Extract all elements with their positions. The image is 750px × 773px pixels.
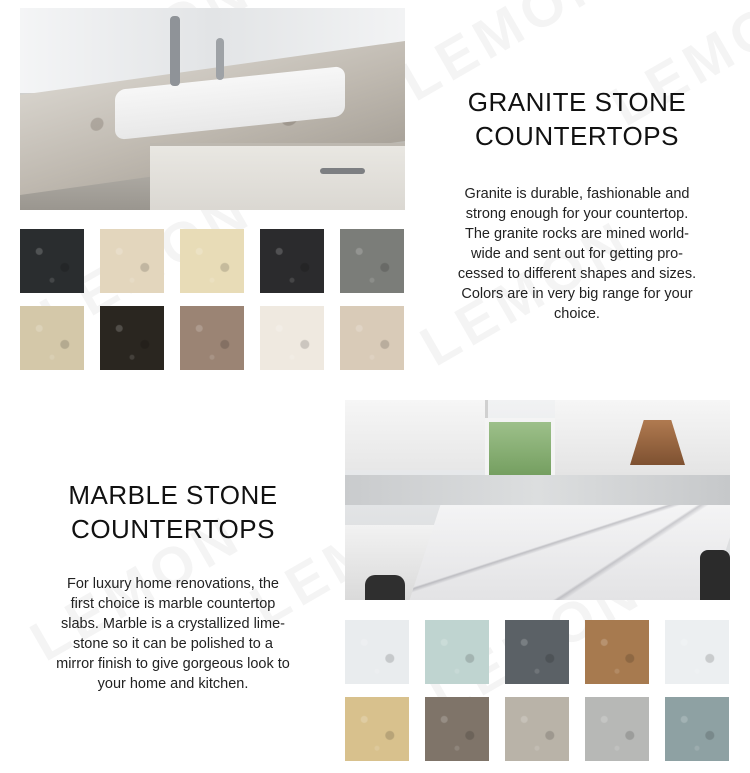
marble-heading-line-1: MARBLE STONE xyxy=(68,480,278,510)
granite-swatch xyxy=(340,229,404,293)
granite-description-line: strong enough for your countertop. xyxy=(465,206,689,222)
granite-description-line: choice. xyxy=(554,306,600,322)
granite-swatch xyxy=(260,229,324,293)
marble-description xyxy=(28,574,318,694)
granite-description xyxy=(432,184,722,324)
granite-heading-line-2: COUNTERTOPS xyxy=(475,121,679,151)
marble-description-line: For luxury home renovations, the xyxy=(67,576,279,592)
marble-swatch xyxy=(665,697,729,761)
marble-swatch xyxy=(585,620,649,684)
granite-swatch xyxy=(180,306,244,370)
marble-swatch xyxy=(345,620,409,684)
granite-heading-line-1: GRANITE STONE xyxy=(467,87,687,117)
cabinet xyxy=(150,143,405,210)
marble-swatch xyxy=(505,620,569,684)
marble-island xyxy=(410,505,730,600)
granite-swatch xyxy=(100,229,164,293)
marble-kitchen-photo xyxy=(345,400,730,600)
marble-description-line: your home and kitchen. xyxy=(97,676,249,692)
cabinet-handle xyxy=(320,168,365,174)
granite-description-line: Colors are in very big range for your xyxy=(461,286,693,302)
marble-description-line: stone so it can be polished to a xyxy=(73,636,273,652)
granite-kitchen-photo xyxy=(20,8,405,210)
granite-description-line: cessed to different shapes and sizes. xyxy=(457,266,697,282)
faucet xyxy=(170,16,180,86)
granite-swatch xyxy=(180,229,244,293)
granite-description-line: Granite is durable, fashionable and xyxy=(464,186,690,202)
marble-description-line: first choice is marble countertop xyxy=(70,596,276,612)
marble-swatch xyxy=(505,697,569,761)
marble-swatch xyxy=(425,620,489,684)
marble-heading-line-2: COUNTERTOPS xyxy=(71,514,275,544)
bar-stool xyxy=(700,550,730,600)
granite-heading xyxy=(432,85,722,153)
marble-heading xyxy=(28,478,318,546)
granite-swatch xyxy=(20,229,84,293)
granite-swatch xyxy=(20,306,84,370)
marble-swatch xyxy=(345,697,409,761)
marble-swatch xyxy=(585,697,649,761)
marble-description-line: slabs. Marble is a crystallized lime- xyxy=(60,616,285,632)
granite-description-line: wide and sent out for getting pro- xyxy=(471,246,683,262)
marble-description-line: mirror finish to give gorgeous look to xyxy=(56,656,290,672)
granite-swatch xyxy=(260,306,324,370)
granite-swatch xyxy=(340,306,404,370)
marble-swatch xyxy=(425,697,489,761)
granite-description-line: The granite rocks are mined world- xyxy=(464,226,690,242)
bar-stool xyxy=(365,575,405,600)
granite-swatch xyxy=(100,306,164,370)
marble-swatch xyxy=(665,620,729,684)
